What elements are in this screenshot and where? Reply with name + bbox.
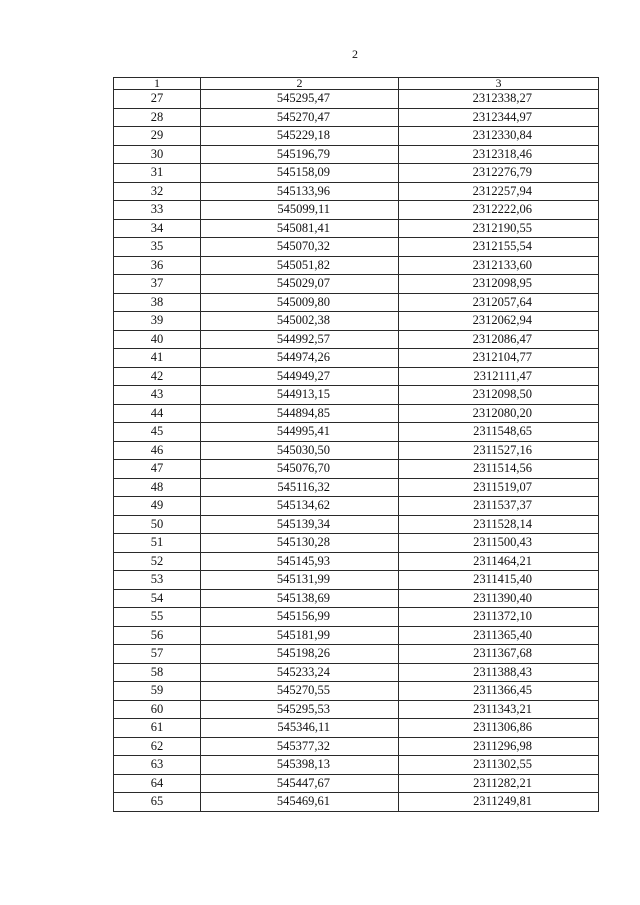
point-number-cell: 39 xyxy=(114,312,201,331)
point-number-cell: 58 xyxy=(114,663,201,682)
point-number-cell: 57 xyxy=(114,645,201,664)
y-coordinate-cell: 2312155,54 xyxy=(399,238,599,257)
x-coordinate-cell: 545131,99 xyxy=(201,571,399,590)
y-coordinate-cell: 2311390,40 xyxy=(399,589,599,608)
table-header xyxy=(114,78,599,90)
y-coordinate-cell: 2311415,40 xyxy=(399,571,599,590)
y-coordinate-cell: 2311528,14 xyxy=(399,515,599,534)
y-coordinate-cell: 2311282,21 xyxy=(399,774,599,793)
table-row xyxy=(114,645,599,664)
point-number-cell: 60 xyxy=(114,700,201,719)
table-row xyxy=(114,108,599,127)
point-number-cell: 32 xyxy=(114,182,201,201)
x-coordinate-cell: 545029,07 xyxy=(201,275,399,294)
table-row xyxy=(114,127,599,146)
column-header-x: 2 xyxy=(201,78,399,90)
x-coordinate-cell: 545099,11 xyxy=(201,201,399,220)
point-number-cell: 37 xyxy=(114,275,201,294)
point-number-cell: 45 xyxy=(114,423,201,442)
point-number-cell: 47 xyxy=(114,460,201,479)
x-coordinate-cell: 545229,18 xyxy=(201,127,399,146)
x-coordinate-cell: 545447,67 xyxy=(201,774,399,793)
point-number-cell: 49 xyxy=(114,497,201,516)
point-number-cell: 38 xyxy=(114,293,201,312)
table-row xyxy=(114,256,599,275)
y-coordinate-cell: 2311365,40 xyxy=(399,626,599,645)
x-coordinate-cell: 545130,28 xyxy=(201,534,399,553)
table-row xyxy=(114,552,599,571)
point-number-cell: 40 xyxy=(114,330,201,349)
y-coordinate-cell: 2312057,64 xyxy=(399,293,599,312)
point-number-cell: 29 xyxy=(114,127,201,146)
table-row xyxy=(114,441,599,460)
y-coordinate-cell: 2312318,46 xyxy=(399,145,599,164)
x-coordinate-cell: 545398,13 xyxy=(201,756,399,775)
y-coordinate-cell: 2311537,37 xyxy=(399,497,599,516)
table-row xyxy=(114,312,599,331)
point-number-cell: 31 xyxy=(114,164,201,183)
x-coordinate-cell: 545030,50 xyxy=(201,441,399,460)
point-number-cell: 59 xyxy=(114,682,201,701)
y-coordinate-cell: 2312338,27 xyxy=(399,90,599,109)
point-number-cell: 33 xyxy=(114,201,201,220)
y-coordinate-cell: 2311249,81 xyxy=(399,793,599,812)
point-number-cell: 34 xyxy=(114,219,201,238)
table-row xyxy=(114,367,599,386)
y-coordinate-cell: 2311527,16 xyxy=(399,441,599,460)
column-header-y: 3 xyxy=(399,78,599,90)
table-row xyxy=(114,700,599,719)
x-coordinate-cell: 545156,99 xyxy=(201,608,399,627)
table-row xyxy=(114,478,599,497)
table-row xyxy=(114,682,599,701)
table-row xyxy=(114,404,599,423)
point-number-cell: 63 xyxy=(114,756,201,775)
y-coordinate-cell: 2312190,55 xyxy=(399,219,599,238)
point-number-cell: 43 xyxy=(114,386,201,405)
x-coordinate-cell: 544913,15 xyxy=(201,386,399,405)
x-coordinate-cell: 545158,09 xyxy=(201,164,399,183)
y-coordinate-cell: 2311306,86 xyxy=(399,719,599,738)
point-number-cell: 56 xyxy=(114,626,201,645)
table-row xyxy=(114,515,599,534)
table-row xyxy=(114,182,599,201)
y-coordinate-cell: 2311500,43 xyxy=(399,534,599,553)
point-number-cell: 41 xyxy=(114,349,201,368)
point-number-cell: 62 xyxy=(114,737,201,756)
table-row xyxy=(114,571,599,590)
x-coordinate-cell: 545377,32 xyxy=(201,737,399,756)
table-row xyxy=(114,534,599,553)
point-number-cell: 51 xyxy=(114,534,201,553)
header-row xyxy=(114,78,599,90)
x-coordinate-cell: 545346,11 xyxy=(201,719,399,738)
coordinates-table xyxy=(113,77,599,812)
x-coordinate-cell: 545070,32 xyxy=(201,238,399,257)
x-coordinate-cell: 544894,85 xyxy=(201,404,399,423)
y-coordinate-cell: 2311514,56 xyxy=(399,460,599,479)
point-number-cell: 61 xyxy=(114,719,201,738)
y-coordinate-cell: 2311343,21 xyxy=(399,700,599,719)
point-number-cell: 48 xyxy=(114,478,201,497)
x-coordinate-cell: 545295,53 xyxy=(201,700,399,719)
y-coordinate-cell: 2312344,97 xyxy=(399,108,599,127)
y-coordinate-cell: 2311296,98 xyxy=(399,737,599,756)
x-coordinate-cell: 545076,70 xyxy=(201,460,399,479)
table-row xyxy=(114,275,599,294)
y-coordinate-cell: 2312330,84 xyxy=(399,127,599,146)
point-number-cell: 42 xyxy=(114,367,201,386)
point-number-cell: 50 xyxy=(114,515,201,534)
table-row xyxy=(114,719,599,738)
table-row xyxy=(114,756,599,775)
x-coordinate-cell: 545116,32 xyxy=(201,478,399,497)
y-coordinate-cell: 2311302,55 xyxy=(399,756,599,775)
table-row xyxy=(114,460,599,479)
table-row xyxy=(114,330,599,349)
table-row xyxy=(114,164,599,183)
y-coordinate-cell: 2312222,06 xyxy=(399,201,599,220)
y-coordinate-cell: 2312098,95 xyxy=(399,275,599,294)
y-coordinate-cell: 2312257,94 xyxy=(399,182,599,201)
x-coordinate-cell: 545138,69 xyxy=(201,589,399,608)
y-coordinate-cell: 2311366,45 xyxy=(399,682,599,701)
y-coordinate-cell: 2312098,50 xyxy=(399,386,599,405)
y-coordinate-cell: 2311388,43 xyxy=(399,663,599,682)
y-coordinate-cell: 2311372,10 xyxy=(399,608,599,627)
table-row xyxy=(114,293,599,312)
table-body xyxy=(114,90,599,812)
table-row xyxy=(114,219,599,238)
x-coordinate-cell: 545002,38 xyxy=(201,312,399,331)
point-number-cell: 44 xyxy=(114,404,201,423)
point-number-cell: 54 xyxy=(114,589,201,608)
x-coordinate-cell: 545133,96 xyxy=(201,182,399,201)
x-coordinate-cell: 545145,93 xyxy=(201,552,399,571)
table-row xyxy=(114,793,599,812)
table-row xyxy=(114,423,599,442)
point-number-cell: 46 xyxy=(114,441,201,460)
y-coordinate-cell: 2312104,77 xyxy=(399,349,599,368)
table-row xyxy=(114,608,599,627)
x-coordinate-cell: 545181,99 xyxy=(201,626,399,645)
point-number-cell: 28 xyxy=(114,108,201,127)
x-coordinate-cell: 545051,82 xyxy=(201,256,399,275)
x-coordinate-cell: 545469,61 xyxy=(201,793,399,812)
y-coordinate-cell: 2311548,65 xyxy=(399,423,599,442)
y-coordinate-cell: 2312080,20 xyxy=(399,404,599,423)
point-number-cell: 55 xyxy=(114,608,201,627)
point-number-cell: 64 xyxy=(114,774,201,793)
point-number-cell: 65 xyxy=(114,793,201,812)
page-number: 2 xyxy=(352,47,358,61)
x-coordinate-cell: 544995,41 xyxy=(201,423,399,442)
x-coordinate-cell: 545009,80 xyxy=(201,293,399,312)
table-row xyxy=(114,497,599,516)
table-row xyxy=(114,626,599,645)
y-coordinate-cell: 2312276,79 xyxy=(399,164,599,183)
point-number-cell: 53 xyxy=(114,571,201,590)
point-number-cell: 27 xyxy=(114,90,201,109)
y-coordinate-cell: 2312133,60 xyxy=(399,256,599,275)
x-coordinate-cell: 545270,47 xyxy=(201,108,399,127)
y-coordinate-cell: 2312086,47 xyxy=(399,330,599,349)
x-coordinate-cell: 545233,24 xyxy=(201,663,399,682)
x-coordinate-cell: 545198,26 xyxy=(201,645,399,664)
x-coordinate-cell: 544974,26 xyxy=(201,349,399,368)
y-coordinate-cell: 2311367,68 xyxy=(399,645,599,664)
x-coordinate-cell: 545134,62 xyxy=(201,497,399,516)
table-row xyxy=(114,238,599,257)
table-row xyxy=(114,201,599,220)
y-coordinate-cell: 2311519,07 xyxy=(399,478,599,497)
point-number-cell: 52 xyxy=(114,552,201,571)
column-header-point: 1 xyxy=(114,78,201,90)
table-row xyxy=(114,386,599,405)
x-coordinate-cell: 545270,55 xyxy=(201,682,399,701)
point-number-cell: 36 xyxy=(114,256,201,275)
x-coordinate-cell: 545139,34 xyxy=(201,515,399,534)
x-coordinate-cell: 544992,57 xyxy=(201,330,399,349)
table-row xyxy=(114,737,599,756)
x-coordinate-cell: 545295,47 xyxy=(201,90,399,109)
point-number-cell: 35 xyxy=(114,238,201,257)
x-coordinate-cell: 544949,27 xyxy=(201,367,399,386)
x-coordinate-cell: 545081,41 xyxy=(201,219,399,238)
table-row xyxy=(114,349,599,368)
y-coordinate-cell: 2312062,94 xyxy=(399,312,599,331)
table-row xyxy=(114,145,599,164)
table-row xyxy=(114,90,599,109)
x-coordinate-cell: 545196,79 xyxy=(201,145,399,164)
table-row xyxy=(114,774,599,793)
y-coordinate-cell: 2311464,21 xyxy=(399,552,599,571)
point-number-cell: 30 xyxy=(114,145,201,164)
y-coordinate-cell: 2312111,47 xyxy=(399,367,599,386)
table-row xyxy=(114,663,599,682)
table-row xyxy=(114,589,599,608)
